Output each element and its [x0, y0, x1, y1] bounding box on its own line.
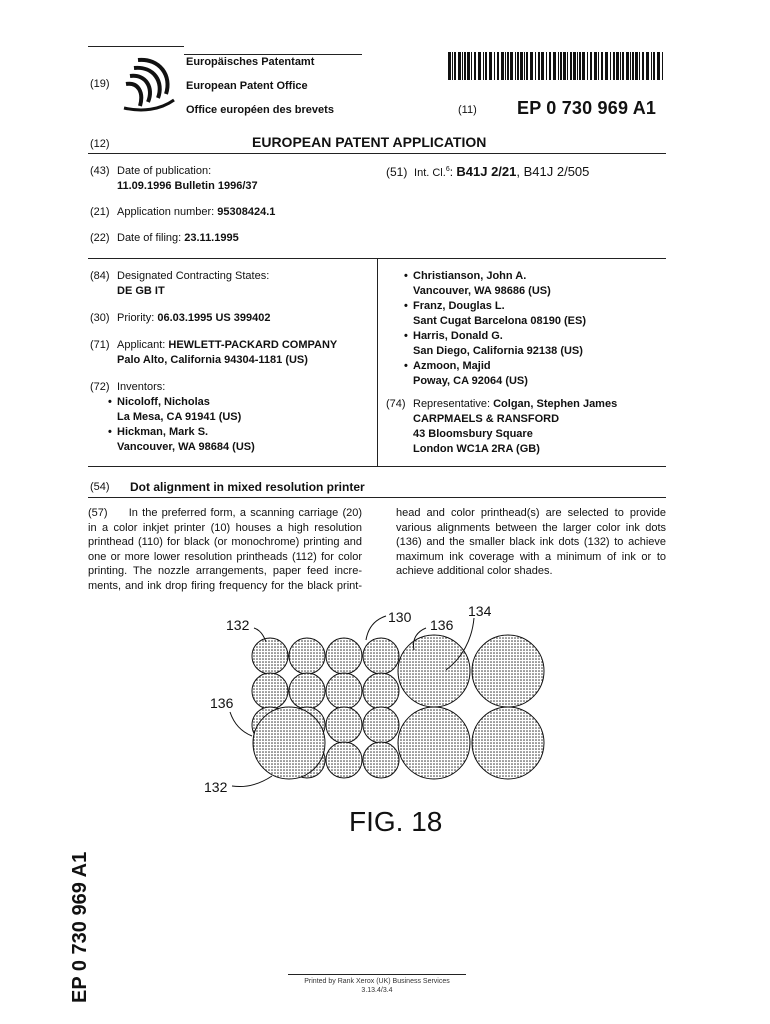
label-71: (71)	[90, 339, 110, 351]
representative	[413, 397, 617, 457]
inventors-title: Inventors:	[117, 381, 166, 393]
small-ink-dot	[326, 742, 362, 778]
office-name-fr: Office européen des brevets	[186, 104, 334, 116]
priority-value: 06.03.1995 US 399402	[157, 312, 271, 324]
representative-name: Colgan, Stephen James	[493, 398, 618, 410]
abstract-line: in a color inkjet printer (10) houses a high resolution	[88, 521, 362, 534]
office-name-de: Europäisches Patentamt	[186, 56, 315, 68]
small-ink-dot	[252, 673, 288, 709]
priority	[117, 311, 271, 326]
int-cl-rest: , B41J 2/505	[516, 164, 590, 179]
footer-line: Printed by Rank Xerox (UK) Business Services	[304, 978, 450, 985]
label-22: (22)	[90, 232, 110, 244]
epo-logo-icon	[120, 54, 178, 114]
abstract-line: printhead (110) for black (or monochrome) printing and	[88, 536, 362, 548]
invention-title: Dot alignment in mixed resolution printer	[130, 480, 365, 494]
abstract-right-column	[396, 506, 666, 579]
small-ink-dot	[363, 742, 399, 778]
inventors-left	[117, 380, 255, 455]
inventor-address: La Mesa, CA 91941 (US)	[117, 411, 242, 423]
abstract-line: printing. The nozzle arrangements, paper feed incre-	[88, 565, 362, 577]
abstract-line: (136) and the smaller black ink dots (132) to achieve	[396, 536, 666, 548]
designated-states-title: Designated Contracting States:	[117, 270, 270, 282]
label-134: 134	[468, 603, 492, 619]
int-cl-title: Int. Cl.	[414, 167, 446, 179]
small-ink-dot	[326, 638, 362, 674]
abstract-line: various alignments between the larger color ink dots	[396, 521, 666, 534]
small-ink-dot	[363, 673, 399, 709]
int-cl-sup: 6	[445, 166, 450, 173]
representative-line: London WC1A 2RA (GB)	[413, 443, 540, 455]
abstract-line: ments, and ink drop firing frequency for the black print-	[88, 579, 362, 592]
inventor-name: • Hickman, Mark S.	[117, 425, 255, 440]
inventor-address: Sant Cugat Barcelona 08190 (ES)	[413, 315, 587, 327]
label-84: (84)	[90, 270, 110, 282]
representative-title: Representative:	[413, 398, 491, 410]
large-ink-dot	[398, 635, 470, 707]
side-publication-number: EP 0 730 969 A1	[69, 851, 91, 1003]
office-name-en: European Patent Office	[186, 80, 308, 92]
publication-number: EP 0 730 969 A1	[517, 98, 657, 118]
abstract-line: one or more lower resolution printheads (112) for color	[88, 550, 362, 563]
inventor-name: • Christianson, John A.	[413, 269, 586, 284]
document-type: EUROPEAN PATENT APPLICATION	[252, 134, 487, 150]
rule-below-invention-title	[88, 497, 666, 498]
rule-below-title	[88, 153, 666, 154]
label-54: (54)	[90, 481, 110, 493]
label-130: 130	[388, 609, 412, 625]
filing-date	[117, 232, 239, 244]
int-cl-field: (51) Int. Cl.$^6$: B41J 2/21, B41J 2/505	[386, 164, 590, 179]
filing-date-title: Date of filing:	[117, 232, 182, 244]
label-43: (43)	[90, 165, 110, 177]
label-19: (19)	[90, 78, 110, 90]
inventor-name: • Azmoon, Majid	[413, 359, 586, 374]
inventor-address: San Diego, California 92138 (US)	[413, 345, 583, 357]
small-ink-dot	[326, 673, 362, 709]
applicant	[117, 338, 337, 368]
application-number-title: Application number:	[117, 206, 215, 218]
rule-bib-divider	[377, 258, 378, 466]
footer-line: 3.13.4/3.4	[361, 987, 393, 994]
large-ink-dot	[472, 707, 544, 779]
label-136-top: 136	[430, 617, 454, 633]
small-ink-dot	[363, 707, 399, 743]
abstract-line: achieve additional color shades.	[396, 565, 553, 577]
label-30: (30)	[90, 312, 110, 324]
applicant-name: HEWLETT-PACKARD COMPANY	[168, 339, 338, 351]
label-136-left: 136	[210, 695, 234, 711]
application-number-value: 95308424.1	[217, 206, 276, 218]
figure-18-drawing	[190, 598, 560, 808]
small-ink-dot	[252, 638, 288, 674]
large-ink-dot	[472, 635, 544, 707]
designated-states-value: DE GB IT	[117, 285, 165, 297]
large-ink-dot	[398, 707, 470, 779]
abstract-line: maximum ink coverage with a minimum of ink or to	[396, 550, 666, 563]
small-ink-dot	[289, 673, 325, 709]
inventor-name: • Nicoloff, Nicholas	[117, 395, 255, 410]
applicant-title: Applicant:	[117, 339, 166, 351]
footer-rule	[288, 974, 466, 975]
label-74: (74)	[386, 398, 406, 410]
inventor-name: • Harris, Donald G.	[413, 329, 586, 344]
representative-line: 43 Bloomsbury Square	[413, 428, 533, 440]
rule-bib-bottom	[88, 466, 666, 467]
int-cl-main: B41J 2/21	[456, 164, 517, 179]
small-ink-dot	[326, 707, 362, 743]
priority-title: Priority:	[117, 312, 155, 324]
header-rule-left	[88, 46, 184, 47]
inventor-address: Poway, CA 92064 (US)	[413, 375, 528, 387]
abstract-line: head and color printhead(s) are selected to provide	[396, 507, 666, 519]
barcode-icon	[448, 52, 666, 80]
publication-date-value: 11.09.1996 Bulletin 1996/37	[117, 180, 258, 192]
large-ink-dot	[253, 707, 325, 779]
label-132-top: 132	[226, 617, 250, 633]
application-number	[117, 206, 275, 218]
inventor-address: Vancouver, WA 98684 (US)	[117, 441, 255, 453]
label-12: (12)	[90, 138, 110, 150]
label-51: (51)	[386, 165, 408, 179]
header-rule-right	[184, 54, 362, 55]
figure-caption: FIG. 18	[349, 806, 443, 837]
inventor-name: • Franz, Douglas L.	[413, 299, 586, 314]
publication-date-title: Date of publication:	[117, 165, 212, 177]
abstract-line: In the preferred form, a scanning carriage (20)	[128, 507, 362, 519]
label-72: (72)	[90, 381, 110, 393]
footer	[288, 977, 466, 995]
small-ink-dot	[363, 638, 399, 674]
label-57: (57)	[88, 507, 108, 519]
applicant-address: Palo Alto, California 94304-1181 (US)	[117, 354, 308, 366]
label-132-bottom: 132	[204, 779, 228, 795]
label-21: (21)	[90, 206, 110, 218]
label-11: (11)	[458, 104, 477, 116]
filing-date-value: 23.11.1995	[184, 232, 239, 244]
representative-line: CARPMAELS & RANSFORD	[413, 413, 560, 425]
abstract-left-column	[88, 506, 362, 593]
small-ink-dot	[289, 638, 325, 674]
inventors-right	[413, 269, 586, 389]
designated-states	[117, 269, 269, 299]
inventor-address: Vancouver, WA 98686 (US)	[413, 285, 551, 297]
